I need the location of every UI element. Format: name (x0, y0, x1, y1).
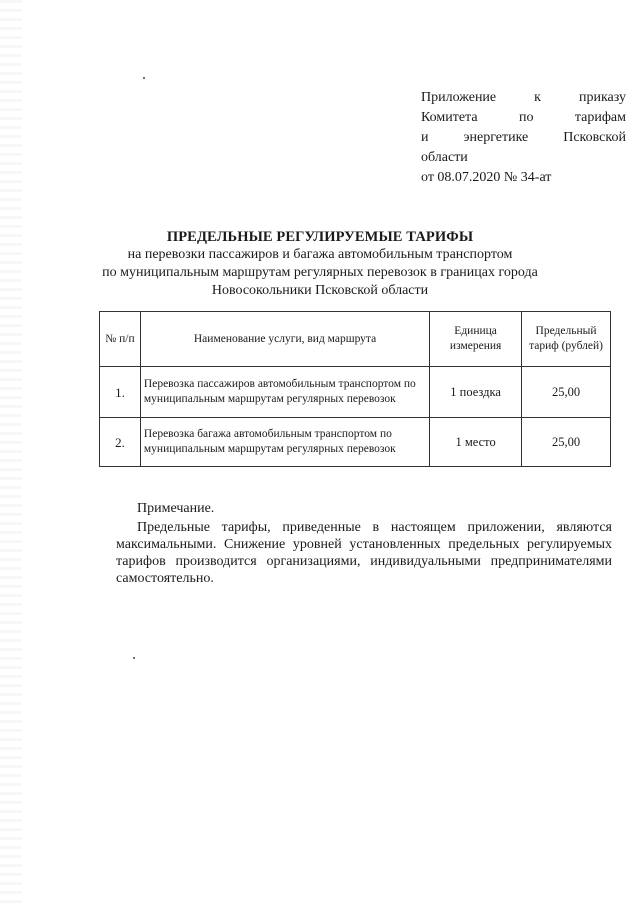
appendix-word: тарифам (574, 110, 626, 125)
appendix-header (421, 88, 626, 188)
title-subline: Новосокольники Псковской области (211, 283, 429, 298)
tariffs-table (99, 311, 611, 467)
note-section (116, 500, 612, 587)
scan-speck (133, 657, 135, 659)
note-text: Предельные тарифы, приведенные в настоящем приложении, являются максимальными. Снижение уровней установленных предельных регулируемых тарифов производится организациями, индивидуальными предпринимателями самостоятельно. (116, 520, 612, 586)
row-service: Перевозка багажа автомобильным транспортом по муниципальным маршрутам регулярных перевозок (140, 418, 429, 467)
appendix-word: Комитета (421, 110, 478, 125)
appendix-word: и (421, 130, 429, 145)
appendix-order-date: от 08.07.2020 № 34-ат (421, 170, 552, 185)
header-num: № п/п (100, 312, 141, 367)
title-subline: на перевозки пассажиров и багажа автомобильным транспортом (127, 247, 513, 262)
appendix-line (421, 88, 626, 108)
title-main: ПРЕДЕЛЬНЫЕ РЕГУЛИРУЕМЫЕ ТАРИФЫ (166, 229, 474, 245)
header-tariff: Предельный тариф (рублей) (522, 312, 611, 367)
appendix-word: энергетике (463, 130, 529, 145)
table-header-row (100, 312, 611, 367)
scan-edge-artifact (0, 0, 22, 905)
header-service: Наименование услуги, вид маршрута (140, 312, 429, 367)
scan-speck (143, 77, 145, 79)
table-row (100, 367, 611, 418)
appendix-word: Псковской (563, 130, 626, 145)
note-label: Примечание. (137, 501, 215, 516)
title-subline: по муниципальным маршрутам регулярных перевозок в границах города (102, 265, 538, 280)
row-tariff: 25,00 (522, 367, 611, 418)
row-num: 2. (100, 418, 141, 467)
appendix-word: к (534, 90, 541, 105)
appendix-word: Приложение (421, 90, 497, 105)
appendix-word: по (518, 110, 534, 125)
row-tariff: 25,00 (522, 418, 611, 467)
appendix-line (421, 128, 626, 148)
header-unit: Единица измерения (430, 312, 522, 367)
appendix-region: области (421, 150, 468, 165)
table-row (100, 418, 611, 467)
appendix-word: приказу (578, 90, 626, 105)
row-unit: 1 поездка (430, 367, 522, 418)
row-unit: 1 место (430, 418, 522, 467)
row-service: Перевозка пассажиров автомобильным транспортом по муниципальным маршрутам регулярных перевозок (140, 367, 429, 418)
appendix-line (421, 108, 626, 128)
document-title (80, 228, 560, 300)
row-num: 1. (100, 367, 141, 418)
